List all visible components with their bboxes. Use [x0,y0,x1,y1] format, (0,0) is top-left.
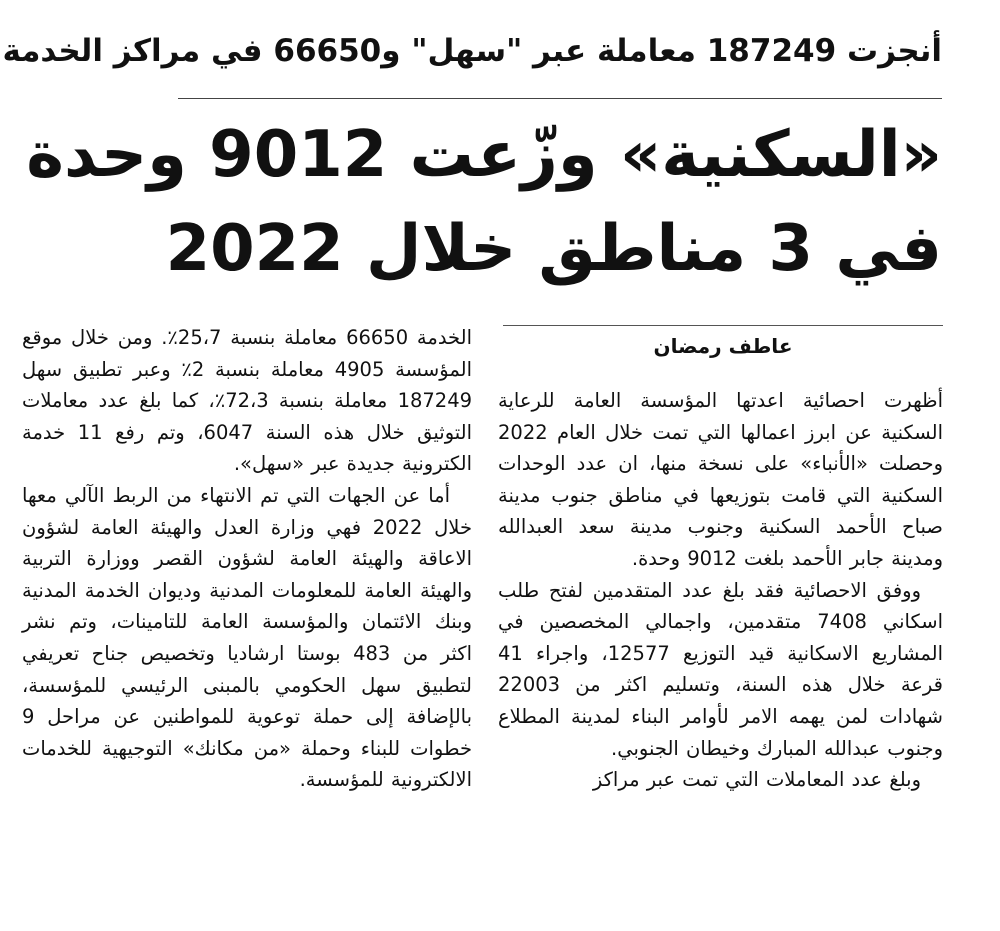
body-column-right [498,385,943,796]
byline-divider [503,325,943,326]
paragraph: وبلغ عدد المعاملات التي تمت عبر مراكز [592,768,921,792]
paragraph: ووفق الاحصائية فقد بلغ عدد المتقدمين لفتح طلب اسكاني 7408 متقدمين، واجمالي المخصصين في المشاريع الاسكانية قيد التوزيع 12577، واجراء 41 قرعة خلال هذه السنة، وتسليم اكثر من 22003 شهادات لمن يهمه الامر لأوامر البناء لمدينة المطلاع وجنوب عبدالله المبارك وخيطان الجنوبي. [498,578,943,760]
kicker-subheadline: أنجزت 187249 معاملة عبر "سهل" و66650 في مراكز الخدمة [2,33,942,69]
paragraph: أما عن الجهات التي تم الانتهاء من الربط الآلي معها خلال 2022 فهي وزارة العدل والهيئة العامة لشؤون الاعاقة والهيئة العامة لشؤون القصر ووزارة التربية والهيئة العامة للمعلومات المدنية وديوان الخدمة المدنية وبنك الائتمان والمؤسسة العامة للتامينات، وتم نشر اكثر من 483 بوستا ارشاديا وتخصيص جناح تعريفي لتطبيق سهل الحكومي بالمبنى الرئيسي للمؤسسة، بالإضافة إلى حملة توعوية للمواطنين عن مراحل 9 خطوات للبناء وحملة «من مكانك» التوجيهية للخدمات الالكترونية للمؤسسة. [22,483,472,792]
paragraph: الخدمة 66650 معاملة بنسبة 25،7٪. ومن خلال موقع المؤسسة 4905 معاملة بنسبة 2٪ وعبر تطبيق سهل 187249 معاملة بنسبة 72،3٪، كما بلغ عدد معاملات التوثيق خلال هذه السنة 6047، وتم رفع 11 خدمة الكترونية جديدة عبر «سهل». [22,326,473,476]
article-headline [26,108,942,296]
byline-author: عاطف رمضان [653,334,793,358]
paragraph: أظهرت احصائية اعدتها المؤسسة العامة للرعاية السكنية عن ابرز اعمالها التي تمت خلال العام 2022 وحصلت «الأنباء» على نسخة منها، ان عدد الوحدات السكنية التي قامت بتوزيعها في مناطق جنوب مدينة صباح الأحمد السكنية وجنوب مدينة سعد العبدالله ومدينة جابر الأحمد بلغت 9012 وحدة. [498,389,943,570]
headline-line-1: «السكنية» وزّعت 9012 وحدة [26,118,942,192]
kicker-divider [178,98,942,99]
headline-line-2: في 3 مناطق خلال 2022 [165,212,942,286]
body-column-left [22,322,472,796]
